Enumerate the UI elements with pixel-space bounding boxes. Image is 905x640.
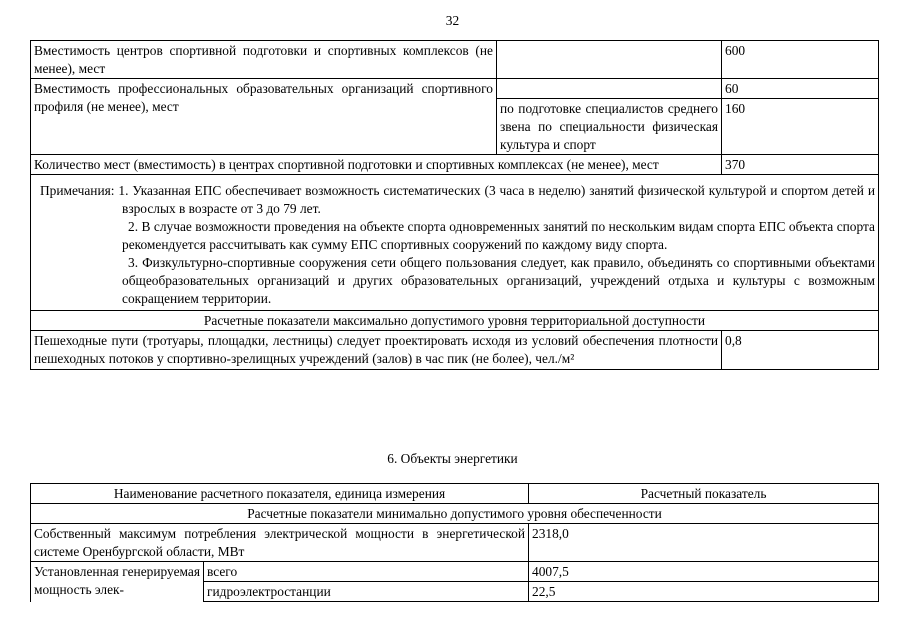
subheader: Расчетные показатели минимально допустимого уровня обеспеченности bbox=[31, 504, 879, 524]
sub-label: гидроэлектростанции bbox=[204, 582, 529, 602]
section-header-row bbox=[31, 311, 879, 331]
note-1: Примечания: 1. Указанная ЕПС обеспечивает возможность систематических (3 часа в неделю) занятий физической культурой и спортом детей и взрослых в возрасте от 3 до 79 лет. bbox=[40, 183, 875, 216]
row-value: 60 bbox=[722, 79, 879, 99]
row-value: 22,5 bbox=[529, 582, 879, 602]
note-3: 3. Физкультурно-спортивные сооружения сети общего пользования следует, как правило, объединять со спортивными объектами общеобразовательных организаций и других образовательных организаций, учреждений отдыха и культуры с возможным сокращением территории. bbox=[122, 255, 875, 306]
row-value: 160 bbox=[722, 99, 879, 155]
table-row bbox=[31, 155, 879, 175]
sub-label: по подготовке специалистов среднего звена по специальности физическая культура и спорт bbox=[497, 99, 722, 155]
section-header: Расчетные показатели максимально допустимого уровня территориальной доступности bbox=[31, 311, 879, 331]
table-row bbox=[31, 562, 879, 582]
row-label: Собственный максимум потребления электрической мощности в энергетической системе Оренбургской области, МВт bbox=[31, 524, 529, 562]
table-row bbox=[31, 524, 879, 562]
empty-cell bbox=[497, 79, 722, 99]
table-row bbox=[31, 331, 879, 370]
page-number: 32 bbox=[445, 13, 460, 28]
sports-capacity-table bbox=[30, 40, 879, 370]
subheader-row bbox=[31, 504, 879, 524]
column-header: Расчетный показатель bbox=[529, 484, 879, 504]
table-row bbox=[31, 79, 879, 99]
sub-label: всего bbox=[204, 562, 529, 582]
table-header-row bbox=[31, 484, 879, 504]
row-label: Вместимость центров спортивной подготовки и спортивных комплексов (не менее), мест bbox=[31, 41, 497, 79]
section-title: 6. Объекты энергетики bbox=[387, 451, 518, 466]
notes-cell bbox=[31, 175, 879, 311]
notes-row bbox=[31, 175, 879, 311]
row-value: 370 bbox=[722, 155, 879, 175]
row-label: Количество мест (вместимость) в центрах спортивной подготовки и спортивных комплексах (не менее), мест bbox=[31, 155, 722, 175]
row-value: 0,8 bbox=[722, 331, 879, 370]
note-2: 2. В случае возможности проведения на объекте спорта одновременных занятий по нескольким видам спорта ЕПС объекта спорта рекомендуется рассчитывать как сумму ЕПС спортивных сооружений по каждому виду спорта. bbox=[122, 219, 875, 252]
energy-table bbox=[30, 483, 879, 602]
table-row bbox=[31, 41, 879, 79]
empty-cell bbox=[497, 41, 722, 79]
row-label: Вместимость профессиональных образовательных организаций спортивного профиля (не менее), мест bbox=[31, 79, 497, 155]
row-label: Пешеходные пути (тротуары, площадки, лестницы) следует проектировать исходя из условий обеспечения плотности пешеходных потоков у спортивно-зрелищных учреждений (залов) в час пик (не более), чел./м² bbox=[31, 331, 722, 370]
column-header: Наименование расчетного показателя, единица измерения bbox=[31, 484, 529, 504]
row-value: 2318,0 bbox=[529, 524, 879, 562]
row-label: Установленная генерируемая мощность элек- bbox=[31, 562, 204, 602]
row-value: 600 bbox=[722, 41, 879, 79]
row-value: 4007,5 bbox=[529, 562, 879, 582]
